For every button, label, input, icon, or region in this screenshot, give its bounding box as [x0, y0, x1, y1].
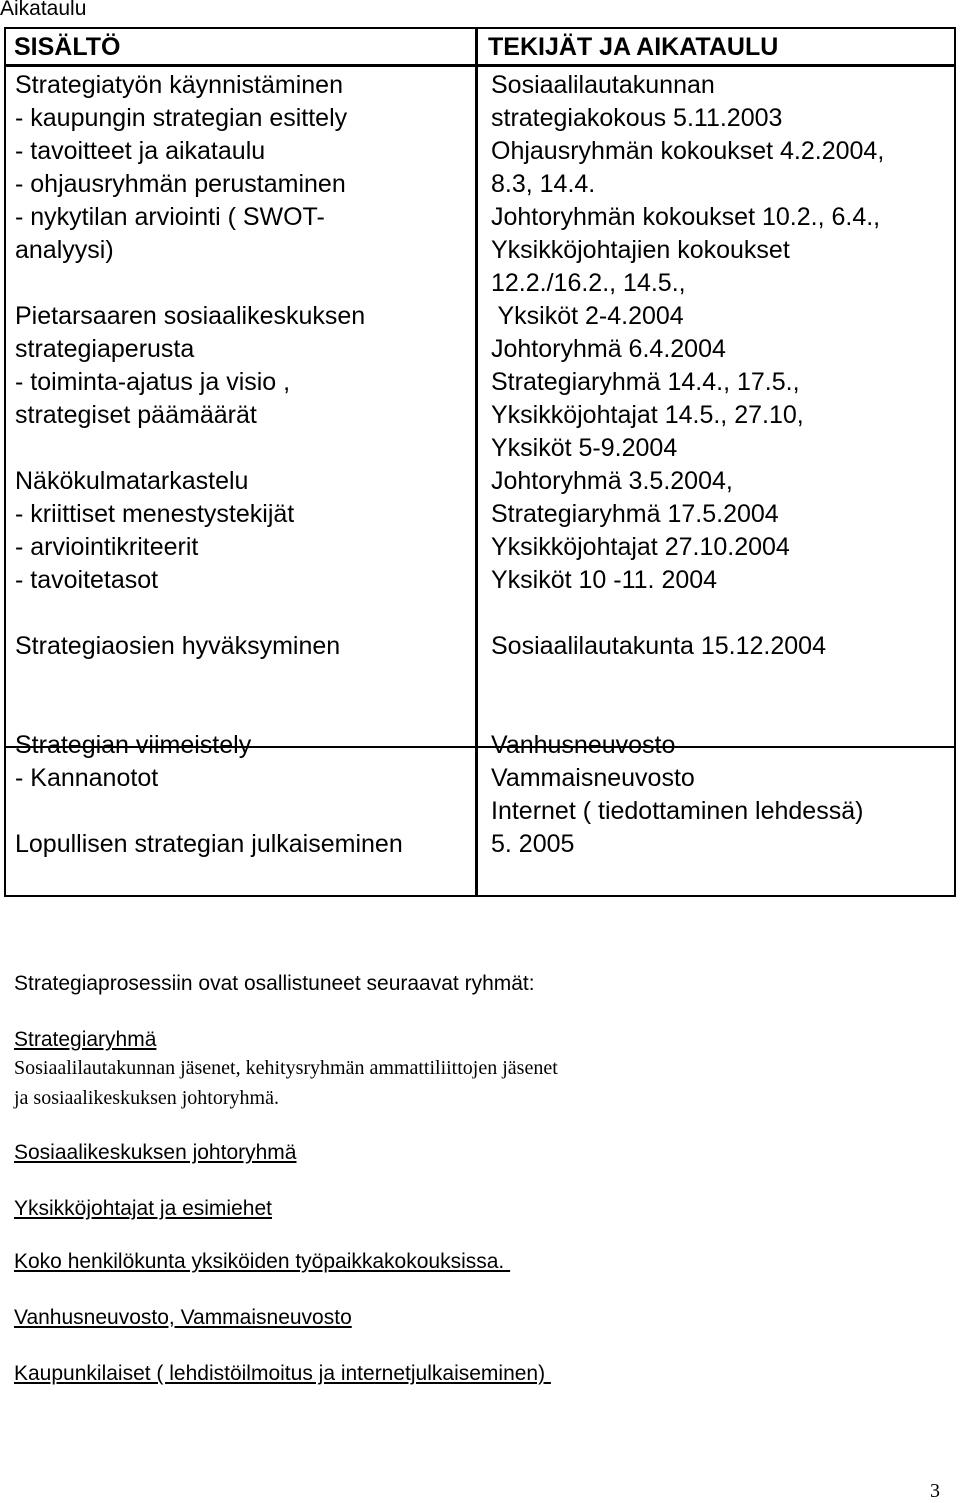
table-line: Strategiaosien hyväksyminen — [15, 632, 341, 660]
strategy-group-description: Sosiaalilautakunnan jäsenet, kehitysryhmän ammattiliittojen jäsenet — [14, 1057, 558, 1079]
table-line: Yksiköt 2-4.2004 — [491, 302, 684, 330]
schedule-table — [4, 27, 956, 897]
header-actors-schedule: TEKIJÄT JA AIKATAULU — [488, 33, 779, 61]
table-line: Johtoryhmä 6.4.2004 — [491, 335, 726, 363]
table-line: - ohjausryhmän perustaminen — [15, 170, 346, 198]
table-line: Vanhusneuvosto — [491, 731, 676, 759]
table-line: - Kannanotot — [15, 764, 159, 792]
table-line: - tavoitteet ja aikataulu — [15, 137, 266, 165]
table-line — [491, 663, 884, 696]
table-line: Internet ( tiedottaminen lehdessä) — [491, 797, 864, 825]
councils-title: Vanhusneuvosto, Vammaisneuvosto — [14, 1306, 352, 1329]
table-line: strategiset päämäärät — [15, 401, 257, 429]
table-line — [491, 696, 884, 729]
contents-column — [15, 69, 403, 861]
management-group-title: Sosiaalikeskuksen johtoryhmä — [14, 1141, 297, 1164]
table-line: Johtoryhmän kokoukset 10.2., 6.4., — [491, 203, 881, 231]
table-line: Yksikköjohtajat 14.5., 27.10, — [491, 401, 804, 429]
table-line: Sosiaalilautakunnan — [491, 71, 715, 99]
table-line: - toiminta-ajatus ja visio , — [15, 368, 291, 396]
table-line — [15, 432, 403, 465]
table-line — [15, 663, 403, 696]
table-line: - kaupungin strategian esittely — [15, 104, 348, 132]
unit-heads-title: Yksikköjohtajat ja esimiehet — [14, 1197, 272, 1220]
table-line: Ohjausryhmän kokoukset 4.2.2004, — [491, 137, 885, 165]
table-line: - nykytilan arviointi ( SWOT- — [15, 203, 325, 231]
table-line: Yksikköjohtajien kokoukset — [491, 236, 790, 264]
table-line: 5. 2005 — [491, 830, 575, 858]
strategy-group-title: Strategiaryhmä — [14, 1028, 157, 1051]
table-line — [491, 597, 884, 630]
table-line: Strategian viimeistely — [15, 731, 252, 759]
table-line: Johtoryhmä 3.5.2004, — [491, 467, 733, 495]
schedule-column — [491, 69, 884, 861]
header-divider — [4, 64, 956, 67]
table-line: Sosiaalilautakunta 15.12.2004 — [491, 632, 826, 660]
table-line — [15, 696, 403, 729]
table-line — [15, 795, 403, 828]
table-line: Strategiaryhmä 17.5.2004 — [491, 500, 779, 528]
table-line: strategiaperusta — [15, 335, 195, 363]
table-line: - tavoitetasot — [15, 566, 159, 594]
table-line: Yksiköt 5-9.2004 — [491, 434, 678, 462]
table-line: Vammaisneuvosto — [491, 764, 695, 792]
header-contents: SISÄLTÖ — [14, 33, 121, 61]
table-line: Lopullisen strategian julkaiseminen — [15, 830, 403, 858]
table-line: - arviointikriteerit — [15, 533, 199, 561]
table-line: Yksikköjohtajat 27.10.2004 — [491, 533, 790, 561]
table-line: strategiakokous 5.11.2003 — [491, 104, 783, 132]
table-line: - kriittiset menestystekijät — [15, 500, 295, 528]
table-line: Strategiatyön käynnistäminen — [15, 71, 343, 99]
table-line — [15, 597, 403, 630]
table-line: 8.3, 14.4. — [491, 170, 596, 198]
table-line: Näkökulmatarkastelu — [15, 467, 249, 495]
table-line: 12.2./16.2., 14.5., — [491, 269, 686, 297]
table-line — [15, 267, 403, 300]
table-line: analyysi) — [15, 236, 114, 264]
table-line: Yksiköt 10 -11. 2004 — [491, 566, 718, 594]
strategy-group-description: ja sosiaalikeskuksen johtoryhmä. — [14, 1087, 279, 1109]
all-staff-title: Koko henkilökunta yksiköiden työpaikkakokouksissa. — [14, 1250, 511, 1273]
participants-intro: Strategiaprosessiin ovat osallistuneet seuraavat ryhmät: — [14, 972, 535, 995]
table-line: Strategiaryhmä 14.4., 17.5., — [491, 368, 800, 396]
table-line: Pietarsaaren sosiaalikeskuksen — [15, 302, 366, 330]
column-divider — [475, 27, 478, 897]
citizens-title: Kaupunkilaiset ( lehdistöilmoitus ja internetjulkaiseminen) — [14, 1362, 551, 1385]
page-number: 3 — [930, 1480, 940, 1502]
document-heading: Aikataulu — [0, 0, 87, 20]
